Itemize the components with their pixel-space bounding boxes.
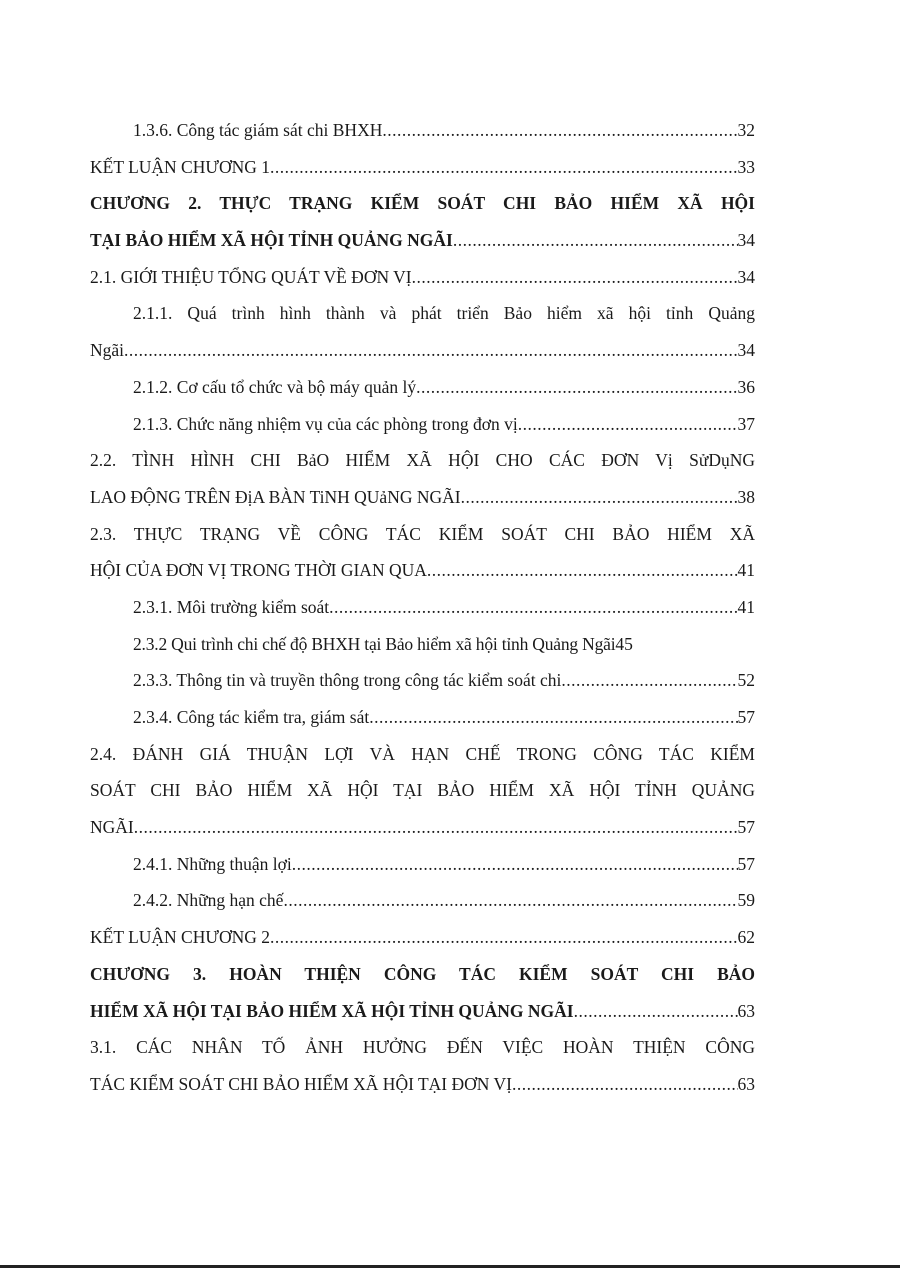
toc-page-number: 59 xyxy=(737,890,755,911)
toc-entry-title: HIỂM XÃ HỘI TẠI BẢO HIỂM XÃ HỘI TỈNH QUẢNG NGÃI xyxy=(90,1000,574,1021)
toc-entry-title: CHƯƠNG 2. THỰC TRẠNG KIỂM SOÁT CHI BẢO HIỂM XÃ HỘI xyxy=(90,193,755,214)
toc-chapter-heading xyxy=(90,956,755,993)
toc-entry xyxy=(90,1029,755,1066)
toc-page-number: 57 xyxy=(737,853,755,874)
toc-entry xyxy=(90,662,755,699)
toc-page-number: 52 xyxy=(737,670,755,691)
dot-leader xyxy=(518,406,738,443)
toc-entry-title: HỘI CỦA ĐƠN VỊ TRONG THỜI GIAN QUA xyxy=(90,560,427,581)
toc-entry-title: 2.1. GIỚI THIỆU TỔNG QUÁT VỀ ĐƠN VỊ xyxy=(90,266,412,287)
toc-entry xyxy=(90,516,755,553)
toc-entry-title: SOÁT CHI BẢO HIỂM XÃ HỘI TẠI BẢO HIỂM XÃ HỘI TỈNH QUẢNG xyxy=(90,780,755,801)
dot-leader xyxy=(382,112,737,149)
toc-entry xyxy=(90,589,755,626)
toc-page-number: 57 xyxy=(737,707,755,727)
toc-page-number: 45 xyxy=(615,633,633,654)
dot-leader xyxy=(574,993,738,1030)
toc-entry xyxy=(90,149,755,186)
dot-leader xyxy=(453,222,738,259)
toc-entry-title: 2.3.4. Công tác kiểm tra, giám sát xyxy=(133,707,370,727)
toc-entry xyxy=(90,479,755,516)
toc-entry-title: 1.3.6. Công tác giám sát chi BHXH xyxy=(133,120,383,140)
toc-entry xyxy=(90,846,755,883)
dot-leader xyxy=(461,479,738,516)
dot-leader xyxy=(283,882,737,919)
table-of-contents xyxy=(90,112,755,1103)
dot-leader xyxy=(561,662,737,699)
toc-page-number: 36 xyxy=(737,376,755,397)
toc-page-number: 34 xyxy=(737,340,755,361)
toc-page-number: 32 xyxy=(737,120,755,140)
toc-entry-title: 2.1.1. Quá trình hình thành và phát triển Bảo hiểm xã hội tỉnh Quảng xyxy=(133,303,755,324)
toc-page-number: 41 xyxy=(737,560,755,581)
toc-entry xyxy=(90,919,755,956)
toc-entry-title: TÁC KIỂM SOÁT CHI BẢO HIỂM XÃ HỘI TẠI ĐƠN VỊ xyxy=(90,1073,512,1094)
toc-page-number: 38 xyxy=(737,486,755,507)
toc-entry-title: TẠI BẢO HIỂM XÃ HỘI TỈNH QUẢNG NGÃI xyxy=(90,230,453,251)
toc-chapter-heading xyxy=(90,185,755,222)
dot-leader xyxy=(412,259,738,296)
toc-entry xyxy=(90,699,755,736)
toc-entry-title: KẾT LUẬN CHƯƠNG 2 xyxy=(90,927,270,948)
toc-entry xyxy=(90,259,755,296)
toc-entry-title: 2.4. ĐÁNH GIÁ THUẬN LỢI VÀ HẠN CHẾ TRONG CÔNG TÁC KIỂM xyxy=(90,743,755,764)
toc-entry-title: 2.1.3. Chức năng nhiệm vụ của các phòng trong đơn vị xyxy=(133,413,518,434)
toc-entry xyxy=(90,369,755,406)
toc-page-number: 62 xyxy=(737,927,755,948)
toc-entry xyxy=(90,295,755,332)
dot-leader xyxy=(270,919,738,956)
toc-entry-title: LAO ĐỘNG TRÊN ĐịA BÀN TiNH QUảNG NGÃI xyxy=(90,486,461,507)
toc-entry-title: 3.1. CÁC NHÂN TỐ ẢNH HƯỞNG ĐẾN VIỆC HOÀN THIỆN CÔNG xyxy=(90,1037,755,1058)
toc-entry-title: 2.3. THỰC TRẠNG VỀ CÔNG TÁC KIỂM SOÁT CHI BẢO HIỂM XÃ xyxy=(90,523,755,544)
dot-leader xyxy=(124,332,737,369)
toc-entry xyxy=(90,626,755,663)
toc-entry xyxy=(90,442,755,479)
toc-chapter-heading xyxy=(90,222,755,259)
toc-entry xyxy=(90,772,755,809)
toc-entry-title: 2.1.2. Cơ cấu tổ chức và bộ máy quản lý xyxy=(133,376,417,397)
toc-entry xyxy=(90,406,755,443)
toc-entry-title: 2.4.2. Những hạn chế xyxy=(133,890,284,911)
toc-chapter-heading xyxy=(90,993,755,1030)
toc-entry-title: 2.4.1. Những thuận lợi xyxy=(133,853,292,874)
toc-entry xyxy=(90,1066,755,1103)
toc-entry-title: 2.3.2 Qui trình chi chế độ BHXH tại Bảo hiểm xã hội tỉnh Quảng Ngãi xyxy=(133,633,616,654)
dot-leader xyxy=(416,369,737,406)
toc-page-number: 63 xyxy=(737,1073,755,1094)
dot-leader xyxy=(134,809,738,846)
toc-entry-title: 2.3.1. Môi trường kiểm soát xyxy=(133,596,330,617)
toc-entry-title: NGÃI xyxy=(90,817,134,838)
toc-entry xyxy=(90,736,755,773)
toc-page-number: 57 xyxy=(737,817,755,838)
dot-leader xyxy=(369,699,737,736)
toc-page-number: 41 xyxy=(737,596,755,617)
toc-entry-title: Ngãi xyxy=(90,340,125,361)
toc-page-number: 33 xyxy=(737,156,755,177)
toc-page-number: 63 xyxy=(737,1000,755,1021)
toc-page-number: 37 xyxy=(737,413,755,434)
toc-entry xyxy=(90,882,755,919)
dot-leader xyxy=(512,1066,738,1103)
dot-leader xyxy=(270,149,738,186)
toc-page-number: 34 xyxy=(737,266,755,287)
toc-entry xyxy=(90,809,755,846)
toc-entry-title: CHƯƠNG 3. HOÀN THIỆN CÔNG TÁC KIỂM SOÁT CHI BẢO xyxy=(90,963,755,984)
toc-entry-title: 2.3.3. Thông tin và truyền thông trong công tác kiểm soát chi xyxy=(133,670,562,691)
toc-entry xyxy=(90,552,755,589)
toc-entry xyxy=(90,112,755,149)
toc-entry-title: 2.2. TÌNH HÌNH CHI BảO HIỂM XÃ HỘI CHO CÁC ĐƠN Vị SửDụNG xyxy=(90,450,755,471)
toc-entry xyxy=(90,332,755,369)
toc-entry-title: KẾT LUẬN CHƯƠNG 1 xyxy=(90,156,270,177)
toc-page-number: 34 xyxy=(737,230,755,251)
dot-leader xyxy=(427,552,738,589)
dot-leader xyxy=(329,589,737,626)
dot-leader xyxy=(292,846,738,883)
